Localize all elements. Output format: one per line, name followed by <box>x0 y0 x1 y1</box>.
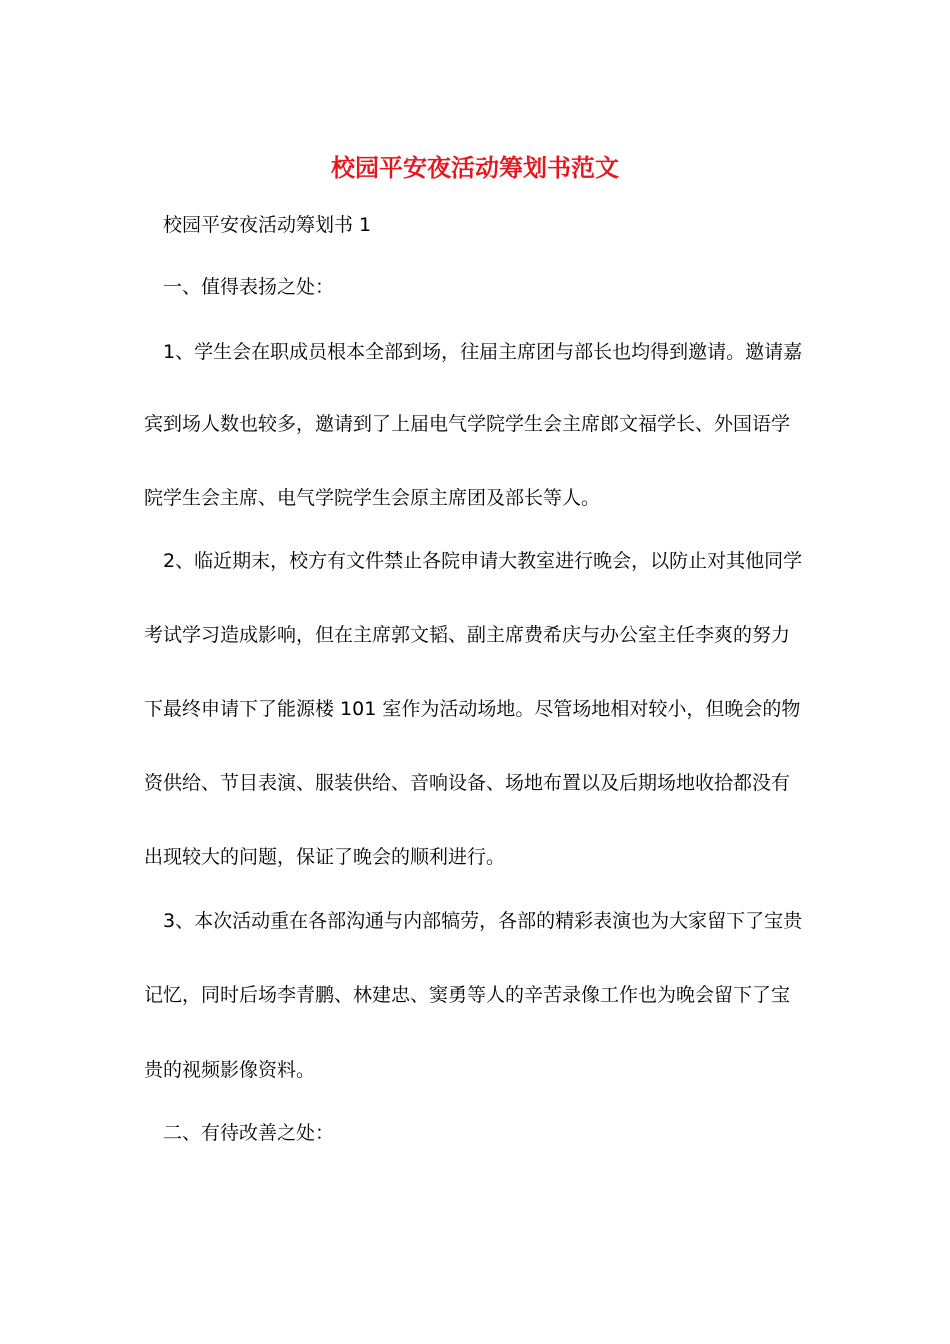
paragraph-line: 宾到场人数也较多，邀请到了上届电气学院学生会主席郎文福学长、外国语学 <box>144 413 791 435</box>
paragraph-line: 出现较大的问题，保证了晚会的顺利进行。 <box>144 846 506 868</box>
paragraph-line: 记忆，同时后场李青鹏、林建忠、窦勇等人的辛苦录像工作也为晚会留下了宝 <box>144 984 791 1006</box>
paragraph-line: 考试学习造成影响，但在主席郭文韬、副主席费希庆与办公室主任李爽的努力 <box>144 624 791 646</box>
document-title: 校园平安夜活动筹划书范文 <box>331 153 619 182</box>
paragraph-line: 1、学生会在职成员根本全部到场，往届主席团与部长也均得到邀请。邀请嘉 <box>163 341 803 363</box>
paragraph-line: 2、临近期末，校方有文件禁止各院申请大教室进行晚会，以防止对其他同学 <box>163 550 803 572</box>
section-heading: 二、有待改善之处： <box>163 1122 335 1144</box>
paragraph-line: 下最终申请下了能源楼 101 室作为活动场地。尽管场地相对较小，但晚会的物 <box>144 698 801 720</box>
paragraph-line: 贵的视频影像资料。 <box>144 1059 316 1081</box>
paragraph-line: 资供给、节目表演、服装供给、音响设备、场地布置以及后期场地收拾都没有 <box>144 772 791 794</box>
subtitle: 校园平安夜活动筹划书 1 <box>163 214 372 236</box>
paragraph-line: 3、本次活动重在各部沟通与内部犒劳，各部的精彩表演也为大家留下了宝贵 <box>163 910 803 932</box>
paragraph-line: 院学生会主席、电气学院学生会原主席团及部长等人。 <box>144 487 601 509</box>
section-heading: 一、值得表扬之处： <box>163 276 335 298</box>
